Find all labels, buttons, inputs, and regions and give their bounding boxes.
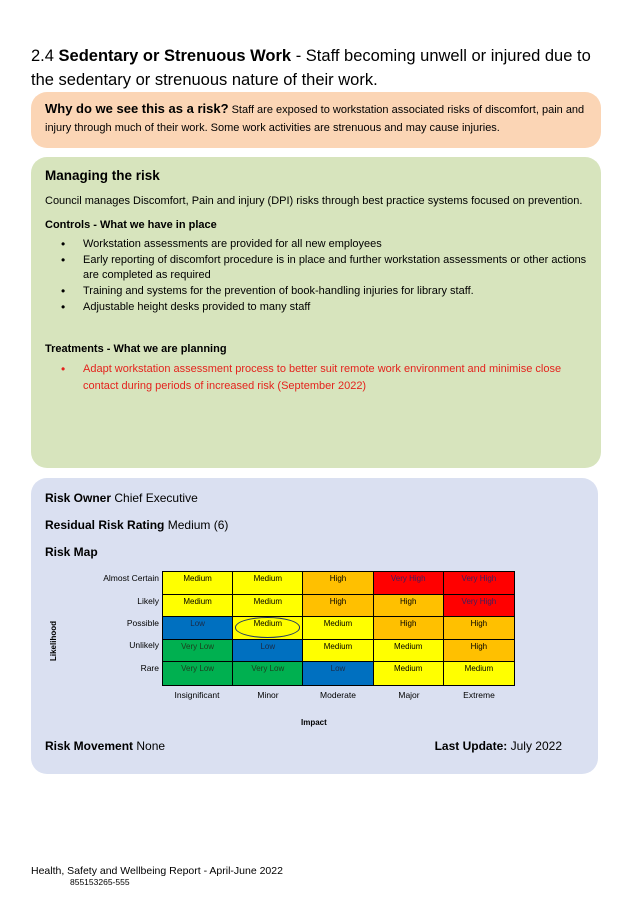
why-answer: Staff are exposed to workstation associated risks of discomfort, pain and injury through much of their work. Some work activities are strenuous and may cause injuries.	[45, 104, 585, 134]
why-question: Why do we see this as a risk?	[45, 101, 229, 116]
likelihood-label: Unlikely	[129, 640, 159, 650]
treatment-item: • Adapt workstation assessment process to better suit remote work environment and minimise close contact during periods of increased risk (September 2022)	[83, 361, 587, 394]
risk-map-cell: High	[444, 640, 514, 663]
residual-rating-row	[45, 517, 228, 533]
section-number: 2.4	[31, 47, 54, 65]
risk-map-cell	[233, 617, 303, 640]
risk-map-cell: High	[444, 617, 514, 640]
likelihood-label: Almost Certain	[103, 573, 159, 583]
control-item: • Training and systems for the prevention of book-handling injuries for library staff.	[83, 284, 587, 299]
section-title-bold: Sedentary or Strenuous Work	[58, 47, 292, 65]
likelihood-label: Possible	[126, 618, 159, 628]
last-update-value: July 2022	[510, 739, 562, 753]
control-item: • Early reporting of discomfort procedure is in place and further workstation assessments or other actions are completed as required	[83, 253, 587, 283]
risk-map-cell: Low	[233, 640, 303, 663]
risk-movement-value: None	[136, 739, 166, 753]
risk-map-cell: Very Low	[233, 662, 303, 685]
last-update-row	[435, 738, 562, 754]
risk-map-cell: Medium	[444, 662, 514, 685]
risk-map-heading: Risk Map	[45, 545, 98, 559]
residual-rating-label: Residual Risk Rating	[45, 518, 165, 532]
risk-movement-label: Risk Movement	[45, 739, 134, 753]
impact-label: Minor	[257, 690, 279, 700]
risk-map-cell: High	[303, 572, 373, 595]
impact-label: Insignificant	[174, 690, 220, 700]
risk-owner-box	[31, 478, 598, 774]
risk-map-cell: Very High	[444, 595, 514, 618]
impact-label: Moderate	[320, 690, 356, 700]
risk-map-cell: Very High	[374, 572, 444, 595]
footer-report-title: Health, Safety and Wellbeing Report - April-June 2022	[31, 865, 283, 877]
risk-map-cell: Medium	[374, 662, 444, 685]
risk-map-cell: Medium	[233, 595, 303, 618]
section-title	[31, 44, 611, 92]
risk-map-cell: Very Low	[163, 662, 233, 685]
risk-map-cell: High	[374, 617, 444, 640]
risk-map-cell: Medium	[303, 640, 373, 663]
risk-owner-value: Chief Executive	[114, 491, 198, 505]
risk-map-cell: Medium	[374, 640, 444, 663]
footer-document-code: 855153265-555	[70, 877, 130, 887]
residual-rating-value: Medium (6)	[167, 518, 229, 532]
risk-owner-row	[45, 490, 198, 506]
impact-label: Extreme	[463, 690, 495, 700]
risk-map-cell: Low	[163, 617, 233, 640]
control-item: • Adjustable height desks provided to many staff	[83, 300, 587, 315]
why-risk-box	[31, 92, 601, 148]
risk-map-cell: Medium	[163, 595, 233, 618]
risk-map-cell: Very High	[444, 572, 514, 595]
managing-intro: Council manages Discomfort, Pain and injury (DPI) risks through best practice systems focused on prevention.	[45, 195, 583, 207]
control-item: • Workstation assessments are provided for all new employees	[83, 237, 587, 252]
risk-map-cell: Low	[303, 662, 373, 685]
controls-list	[45, 237, 587, 315]
risk-map-cell: Medium	[233, 572, 303, 595]
likelihood-axis-title: Likelihood	[49, 621, 58, 661]
last-update-label: Last Update:	[434, 739, 508, 753]
risk-map-cell: Very Low	[163, 640, 233, 663]
risk-movement-row	[45, 738, 165, 754]
risk-map-cell: Medium	[163, 572, 233, 595]
section-title-rest: - Staff becoming unwell or injured due to the sedentary or strenuous nature of their work.	[31, 47, 591, 89]
risk-owner-label: Risk Owner	[45, 491, 112, 505]
impact-label: Major	[398, 690, 420, 700]
treatments-heading: Treatments - What we are planning	[45, 343, 227, 355]
risk-map-cell-text: Medium	[253, 619, 283, 629]
risk-map-cell: High	[303, 595, 373, 618]
controls-heading: Controls - What we have in place	[45, 219, 217, 231]
likelihood-label: Rare	[140, 663, 159, 673]
risk-map-cell: Medium	[303, 617, 373, 640]
risk-map-grid	[162, 571, 515, 686]
managing-risk-box	[31, 157, 601, 468]
risk-map-cell: High	[374, 595, 444, 618]
likelihood-label: Likely	[137, 596, 159, 606]
impact-axis-title: Impact	[301, 718, 327, 727]
managing-heading: Managing the risk	[45, 168, 160, 183]
treatments-list	[45, 361, 587, 394]
